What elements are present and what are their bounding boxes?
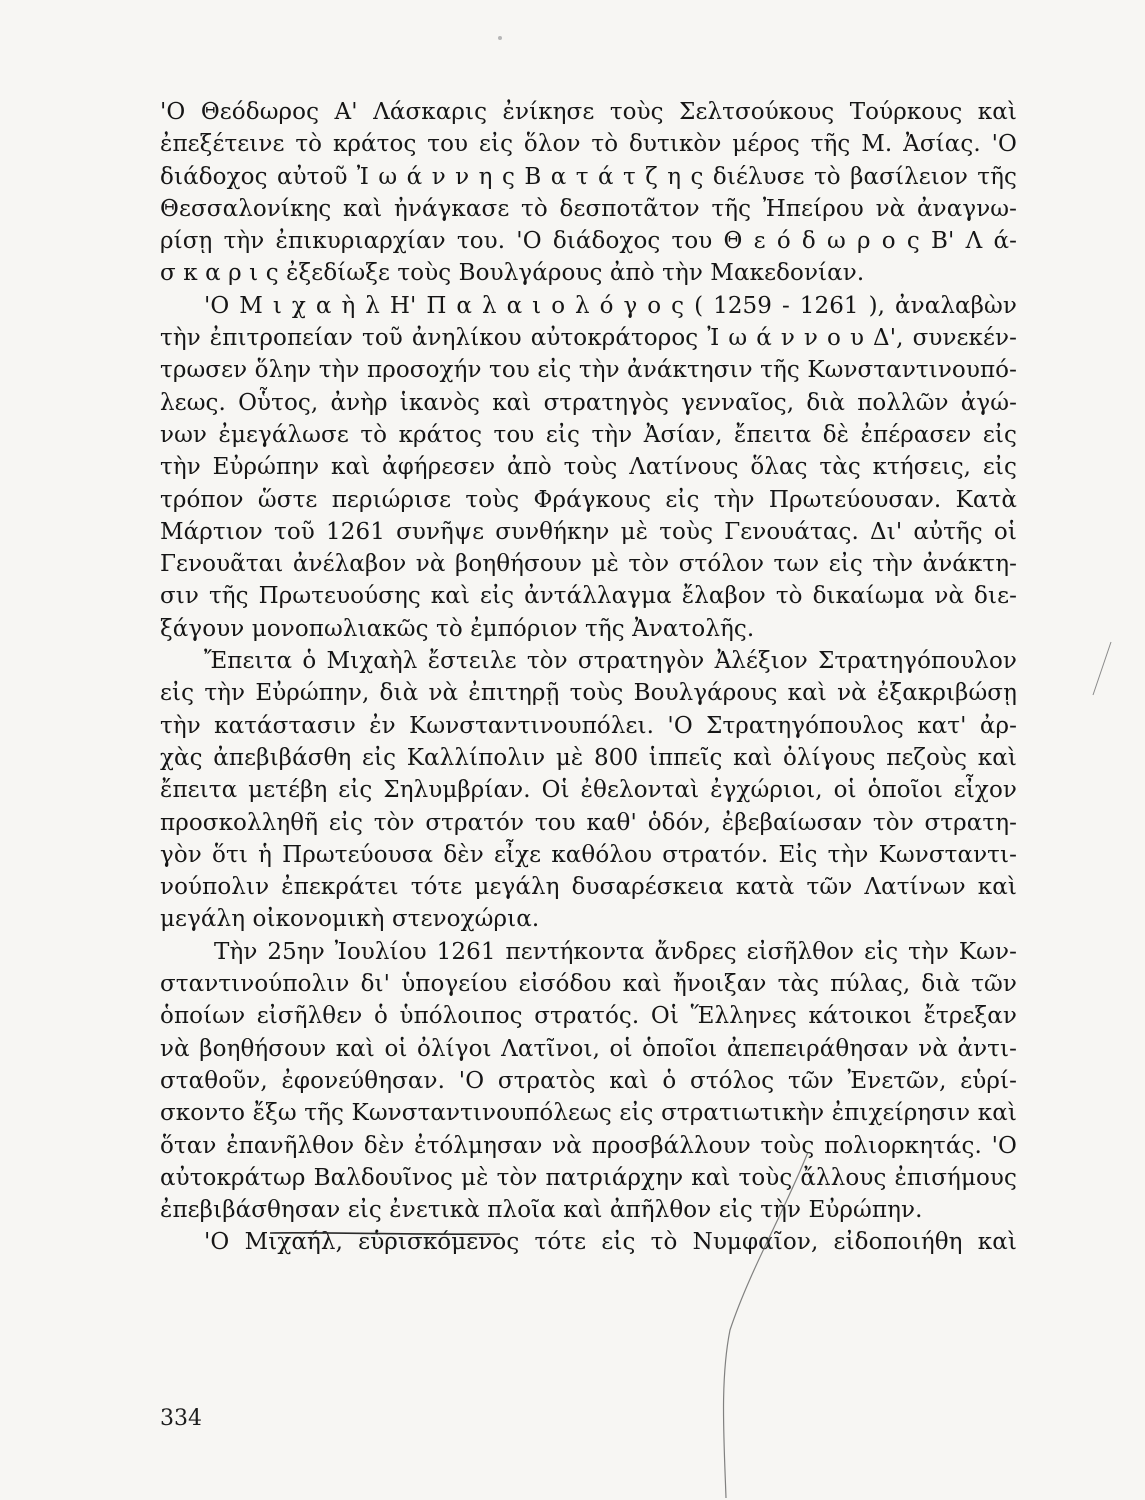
text-line: 'Ο Θεόδωρος Α' Λάσκαρις ἐνίκησε τοὺς Σελτσούκους Τούρκους καὶ bbox=[160, 99, 1017, 125]
paragraph-strategopoulos bbox=[160, 645, 1017, 936]
text-line: ρίσῃ τὴν ἐπικυριαρχίαν του. 'Ο διάδοχος του Θ ε ό δ ω ρ ο ς Β' Λ ά- bbox=[160, 228, 1017, 255]
text-line: σταθοῦν, ἐφονεύθησαν. 'Ο στρατὸς καὶ ὁ στόλος τῶν Ἐνετῶν, εὑρί- bbox=[160, 1067, 1017, 1094]
text-line: νὰ βοηθήσουν καὶ οἱ ὀλίγοι Λατῖνοι, οἱ ὁποῖοι ἀπεπειράθησαν νὰ ἀντι- bbox=[160, 1035, 1017, 1062]
text-line: ἐπεβιβάσθησαν εἰς ἐνετικὰ πλοῖα καὶ ἀπῆλθον εἰς τὴν Εὐρώπην. bbox=[160, 1197, 923, 1224]
text-line: 'Ο Μ ι χ α ὴ λ Η' Π α λ α ι ο λ ό γ ο ς ( 1259 - 1261 ), ἀναλαβὼν bbox=[204, 292, 1017, 319]
text-line: νων ἐμεγάλωσε τὸ κράτος του εἰς τὴν Ἀσίαν, ἔπειτα δὲ ἐπέρασεν εἰς bbox=[160, 421, 1017, 448]
text-line: σκοντο ἔξω τῆς Κωνσταντινουπόλεως εἰς στρατιωτικὴν ἐπιχείρησιν καὶ bbox=[160, 1100, 1017, 1127]
text-line: τρόπον ὥστε περιώρισε τοὺς Φράγκους εἰς τὴν Πρωτεύουσαν. Κατὰ bbox=[160, 486, 1017, 513]
text-line: τὴν ἐπιτροπείαν τοῦ ἀνηλίκου αὐτοκράτορος Ἰ ω ά ν ν ο υ Δ', συνεκέν- bbox=[160, 325, 1017, 352]
text-line: Θεσσαλονίκης καὶ ἠνάγκασε τὸ δεσποτᾶτον τῆς Ἠπείρου νὰ ἀναγνω- bbox=[160, 195, 1017, 222]
text-line: σ κ α ρ ι ς ἐξεδίωξε τοὺς Βουλγάρους ἀπὸ τὴν Μακεδονίαν. bbox=[160, 260, 865, 287]
page-number: 334 bbox=[160, 1406, 202, 1431]
text-line: ὅταν ἐπανῆλθον δὲν ἐτόλμησαν νὰ προσβάλλουν τοὺς πολιορκητάς. 'Ο bbox=[160, 1132, 1017, 1159]
text-line: νούπολιν ἐπεκράτει τότε μεγάλη δυσαρέσκεια κατὰ τῶν Λατίνων καὶ bbox=[160, 874, 1017, 901]
text-line: Γενουᾶται ἀνέλαβον νὰ βοηθήσουν μὲ τὸν στόλον των εἰς τὴν ἀνάκτη- bbox=[160, 551, 1017, 578]
text-line: Μάρτιον τοῦ 1261 συνῆψε συνθήκην μὲ τοὺς Γενουάτας. Δι' αὐτῆς οἱ bbox=[160, 518, 1017, 545]
text-line: αὐτοκράτωρ Βαλδουῖνος μὲ τὸν πατριάρχην καὶ τοὺς ἄλλους ἐπισήμους bbox=[160, 1164, 1017, 1191]
text-line: 'Ο Μιχαήλ, εὑρισκόμενος τότε εἰς τὸ Νυμφαῖον, εἰδοποιήθη καὶ bbox=[204, 1229, 1017, 1256]
text-line: προσκολληθῆ εἰς τὸν στρατόν του καθ' ὁδόν, ἐβεβαίωσαν τὸν στρατη- bbox=[160, 809, 1017, 836]
paragraph-recapture bbox=[160, 936, 1017, 1227]
text-line: μεγάλη οἰκονομικὴ στενοχώρια. bbox=[160, 906, 540, 933]
text-line: τὴν κατάστασιν ἐν Κωνσταντινουπόλει. 'Ο Στρατηγόπουλος κατ' ἀρ- bbox=[160, 712, 1017, 739]
body-text bbox=[160, 96, 1017, 1259]
text-line: Τὴν 25ην Ἰουλίου 1261 πεντήκοντα ἄνδρες εἰσῆλθον εἰς τὴν Κων- bbox=[214, 938, 1017, 965]
pen-underline-mark bbox=[270, 1229, 500, 1239]
text-line: λεως. Οὗτος, ἀνὴρ ἱκανὸς καὶ στρατηγὸς γενναῖος, διὰ πολλῶν ἀγώ- bbox=[160, 389, 1017, 416]
text-line: ξάγουν μονοπωλιακῶς τὸ ἐμπόριον τῆς Ἀνατολῆς. bbox=[160, 615, 755, 642]
pencil-stroke-mark bbox=[690, 1150, 810, 1500]
text-line: διάδοχος αὐτοῦ Ἰ ω ά ν ν η ς Β α τ ά τ ζ η ς διέλυσε τὸ βασίλειον τῆς bbox=[160, 163, 1017, 190]
text-line: Ἔπειτα ὁ Μιχαὴλ ἔστειλε τὸν στρατηγὸν Ἀλέξιον Στρατηγόπουλον bbox=[204, 648, 1017, 675]
text-line: γὸν ὅτι ἡ Πρωτεύουσα δὲν εἶχε καθόλου στρατόν. Εἰς τὴν Κωνσταντι- bbox=[160, 841, 1017, 868]
text-line: τὴν Εὐρώπην καὶ ἀφήρεσεν ἀπὸ τοὺς Λατίνους ὅλας τὰς κτήσεις, εἰς bbox=[160, 454, 1017, 481]
paragraph-michael-palaiologos bbox=[160, 290, 1017, 645]
text-line: χὰς ἀπεβιβάσθη εἰς Καλλίπολιν μὲ 800 ἱππεῖς καὶ ὀλίγους πεζοὺς καὶ bbox=[160, 744, 1017, 771]
dust-speck bbox=[498, 36, 502, 40]
text-line: σταντινούπολιν δι' ὑπογείου εἰσόδου καὶ ἤνοιξαν τὰς πύλας, διὰ τῶν bbox=[160, 971, 1017, 998]
margin-tick-mark bbox=[1085, 640, 1115, 700]
text-line: ἔπειτα μετέβη εἰς Σηλυμβρίαν. Οἱ ἐθελονταὶ ἐγχώριοι, οἱ ὁποῖοι εἶχον bbox=[160, 777, 1017, 804]
text-line: ἐπεξέτεινε τὸ κράτος του εἰς ὅλον τὸ δυτικὸν μέρος τῆς Μ. Ἀσίας. 'Ο bbox=[160, 131, 1017, 158]
text-line: τρωσεν ὅλην τὴν προσοχήν του εἰς τὴν ἀνάκτησιν τῆς Κωνσταντινουπό- bbox=[160, 357, 1017, 384]
text-line: εἰς τὴν Εὐρώπην, διὰ νὰ ἐπιτηρῇ τοὺς Βουλγάρους καὶ νὰ ἐξακριβώσῃ bbox=[160, 680, 1017, 707]
paragraph-laskaris bbox=[160, 96, 1017, 290]
text-line: σιν τῆς Πρωτευούσης καὶ εἰς ἀντάλλαγμα ἔλαβον τὸ δικαίωμα νὰ διε- bbox=[160, 583, 1017, 610]
text-line: ὁποίων εἰσῆλθεν ὁ ὑπόλοιπος στρατός. Οἱ Ἕλληνες κάτοικοι ἔτρεξαν bbox=[160, 1003, 1017, 1030]
